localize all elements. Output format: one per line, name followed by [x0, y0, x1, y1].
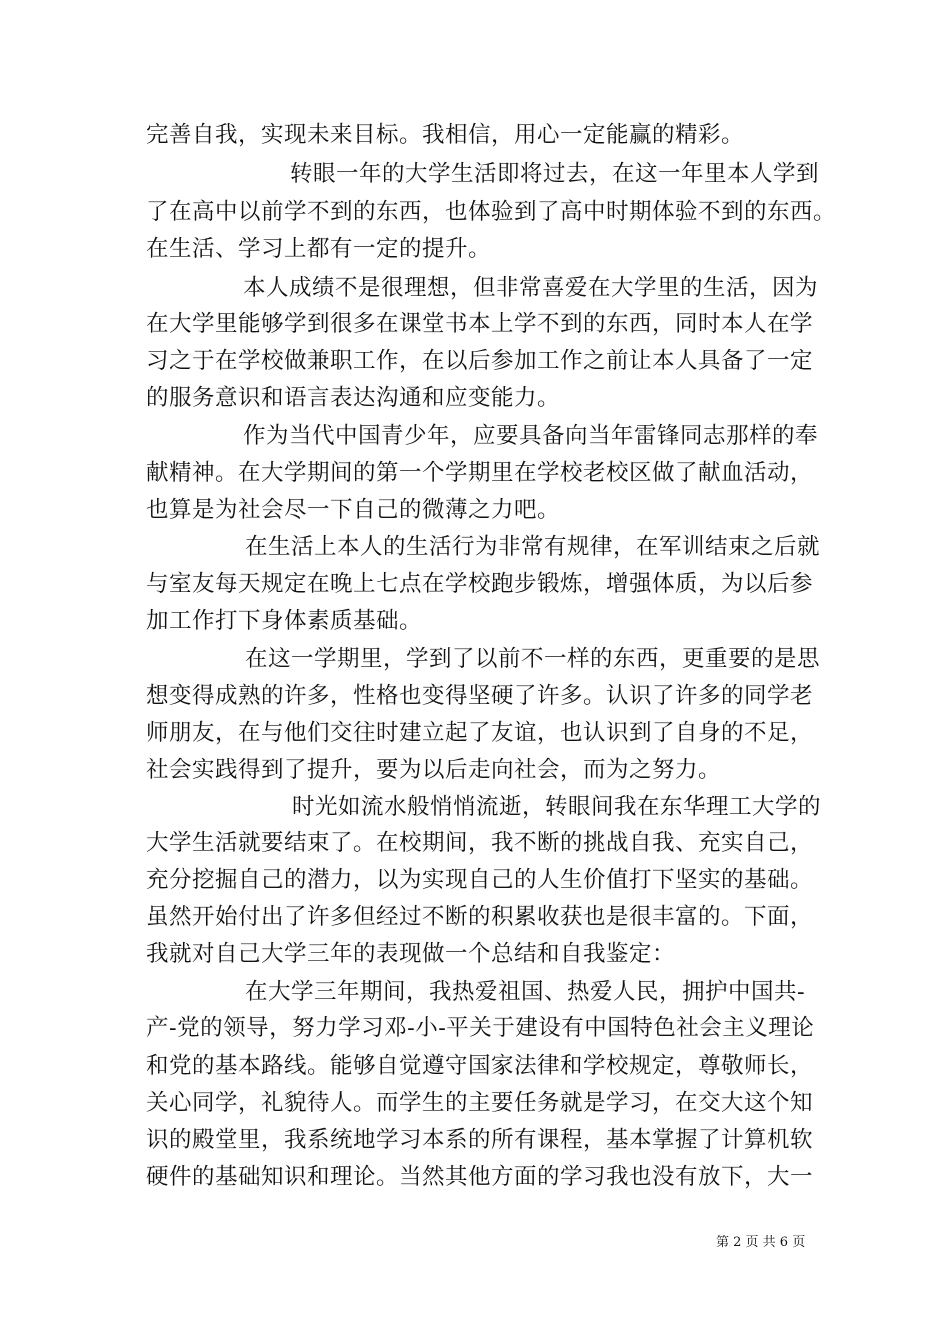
- text-line: 社会实践得到了提升，要为以后走向社会，而为之努力。: [146, 757, 722, 783]
- text-line: 和党的基本路线。能够自觉遵守国家法律和学校规定，尊敬师长，: [146, 1053, 814, 1079]
- text-line: 的服务意识和语言表达沟通和应变能力。: [146, 385, 561, 411]
- text-line: 加工作打下身体素质基础。: [146, 608, 423, 634]
- text-line: 识的殿堂里，我系统地学习本系的所有课程，基本掌握了计算机软: [146, 1127, 814, 1153]
- text-line: 了在高中以前学不到的东西，也体验到了高中时期体验不到的东西。: [146, 199, 837, 225]
- text-line: 在大学里能够学到很多在课堂书本上学不到的东西，同时本人在学: [146, 311, 814, 337]
- text-line: 与室友每天规定在晚上七点在学校跑步锻炼，增强体质，为以后参: [146, 571, 814, 597]
- text-line: 产-党的领导，努力学习邓-小-平关于建设有中国特色社会主义理论: [146, 1015, 815, 1041]
- text-line: 我就对自己大学三年的表现做一个总结和自我鉴定：: [146, 941, 676, 967]
- page-number-footer: 第 2 页 共 6 页: [716, 1235, 806, 1250]
- text-line: 在生活、学习上都有一定的提升。: [146, 236, 492, 262]
- text-line: 本人成绩不是很理想，但非常喜爱在大学里的生活，因为: [243, 275, 819, 301]
- text-line: 大学生活就要结束了。在校期间，我不断的挑战自我、充实自己，: [146, 830, 814, 856]
- text-line: 充分挖掘自己的潜力，以为实现自己的人生价值打下坚实的基础。: [146, 867, 814, 893]
- text-line: 也算是为社会尽一下自己的微薄之力吧。: [146, 497, 561, 523]
- text-line: 作为当代中国青少年，应要具备向当年雷锋同志那样的奉: [243, 423, 819, 449]
- text-line: 在这一学期里，学到了以前不一样的东西，更重要的是思: [245, 646, 821, 672]
- text-line: 习之于在学校做兼职工作，在以后参加工作之前让本人具备了一定: [146, 348, 814, 374]
- text-line: 关心同学，礼貌待人。而学生的主要任务就是学习，在交大这个知: [146, 1090, 814, 1116]
- text-line: 在生活上本人的生活行为非常有规律，在军训结束之后就: [245, 534, 821, 560]
- text-line: 虽然开始付出了许多但经过不断的积累收获也是很丰富的。下面，: [146, 904, 814, 930]
- text-line: 硬件的基础知识和理论。当然其他方面的学习我也没有放下，大一: [146, 1164, 814, 1190]
- text-line: 想变得成熟的许多，性格也变得坚硬了许多。认识了许多的同学老: [146, 683, 814, 709]
- text-line: 时光如流水般悄悄流逝，转眼间我在东华理工大学的: [292, 794, 822, 820]
- text-line: 献精神。在大学期间的第一个学期里在学校老校区做了献血活动，: [146, 460, 814, 486]
- text-line: 完善自我，实现未来目标。我相信，用心一定能赢的精彩。: [146, 122, 745, 148]
- text-line: 转眼一年的大学生活即将过去，在这一年里本人学到: [290, 161, 820, 187]
- text-line: 师朋友，在与他们交往时建立起了友谊，也认识到了自身的不足，: [146, 720, 814, 746]
- text-line: 在大学三年期间，我热爱祖国、热爱人民，拥护中国共-: [245, 979, 806, 1005]
